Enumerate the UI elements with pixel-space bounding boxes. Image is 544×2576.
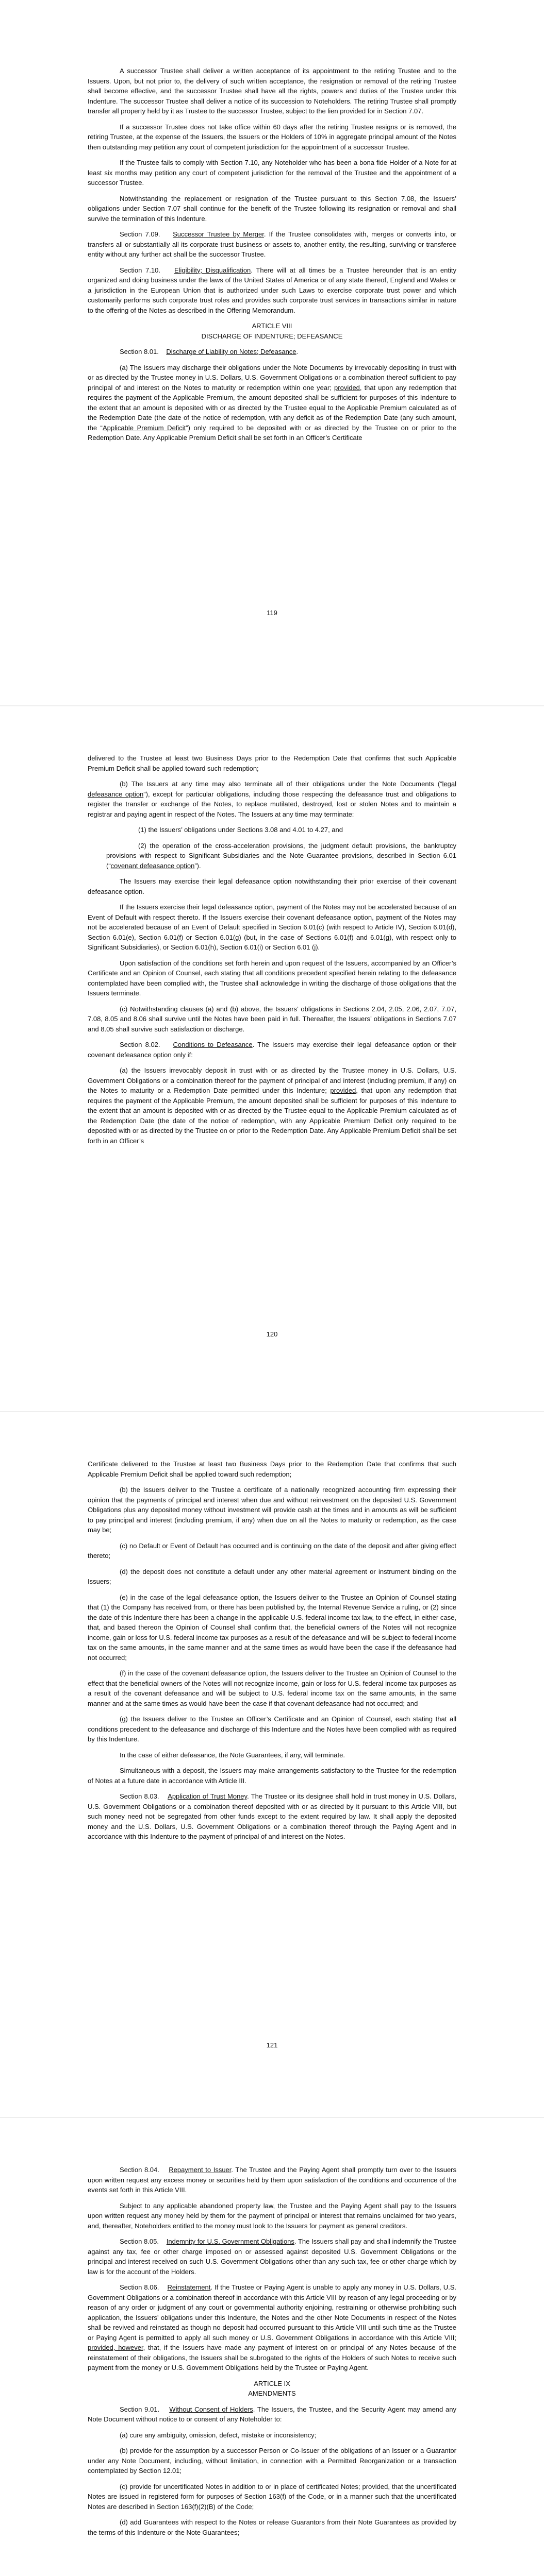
clause-text: , that upon any redemption that requires the payment of the Applicable Premium, the amount deposited shall be sufficient for purposes of this Indenture to the extent that an amount is deposited with or as directed by the Trustee equal to the Applicable Premium calculated as of the Redemption Date (the date of the notice of redemption, with any Applicable Premium Deficit only required to be deposited with or as directed by the Trustee on or prior to the Redemption Date. Any Applicable Premium Deficit shall be set forth in an Officer’s	[88, 1087, 456, 1145]
list-item: (1) the Issuers’ obligations under Sections 3.08 and 4.01 to 4.27, and	[138, 826, 343, 834]
paragraph: Subject to any applicable abandoned property law, the Trustee and the Paying Agent shall pay to the Issuers upon written request any money held by them for the payment of principal or interest that remains unclaimed for two years, and, thereafter, Noteholders entitled to the money must look to the Issuers for payment as general creditors.	[88, 2201, 456, 2230]
section-title: Repayment to Issuer	[169, 2166, 232, 2174]
defined-term: legal defeasance option	[88, 780, 456, 798]
provided-term: provided	[334, 383, 360, 392]
section-8-04	[88, 2165, 456, 2195]
paragraph: A successor Trustee shall deliver a written acceptance of its appointment to the retiring Trustee and to the Issuers. Upon, but not prior to, the delivery of such written acceptance, the resignation or removal of the retiring Trustee shall become effective, and the successor Trustee shall have all the rights, powers and duties of the Trustee under this Indenture. The successor Trustee shall deliver a notice of its succession to Noteholders. The retiring Trustee shall promptly transfer all property held by it as Trustee to the successor Trustee, subject to the lien provided for in Section 7.07.	[88, 67, 456, 115]
paragraph: Simultaneous with a deposit, the Issuers may make arrangements satisfactory to the Trustee for the redemption of Notes at a future date in accordance with Article III.	[88, 1767, 456, 1785]
section-8-03	[88, 1791, 456, 1842]
page-120	[0, 706, 544, 1412]
section-7-10	[88, 265, 456, 316]
paragraph: If the Issuers exercise their legal defeasance option, payment of the Notes may not be accelerated because of an Event of Default with respect thereto. If the Issuers exercise their covenant defeasance option, payment of the Notes may not be accelerated because of an Event of Default specified in Section 6.01(c) (with respect to Article IV), Section 6.01(d), Section 6.01(e), Section 6.01(f) or Section 6.01(g) (but, in the case of Sections 6.01(f) and 6.01(g), with respect only to Significant Subsidiaries), or Section 6.01(h), Section 6.01(i) or Section 6.01 (j).	[88, 903, 456, 951]
clause-text: (a) The Issuers may discharge their obligations under the Note Documents by irrevocably depositing in trust with or as directed by the Trustee money in U.S. Dollars, U.S. Government Obligations or a combination thereof sufficient to pay principal of and interest on the Notes to maturity or redemption within one year;	[88, 363, 456, 392]
section-number: Section 8.06.	[120, 2283, 159, 2291]
section-title: Without Consent of Holders	[169, 2405, 253, 2413]
section-title: Conditions to Defeasance	[173, 1041, 253, 1048]
clause-b	[88, 779, 456, 819]
section-number: Section 7.09.	[120, 230, 160, 238]
page-number: 120	[266, 1330, 278, 1338]
section-8-01: Section 8.01. Discharge of Liability on Notes; Defeasance.	[120, 348, 299, 355]
clause-e: (e) in the case of the legal defeasance option, the Issuers deliver to the Trustee an Opinion of Counsel stating that (1) the Company has received from, or there has been published by, the Internal Revenue Service a ruling, or (2) since the date of this Indenture there has been a change in the applicable U.S. federal income tax law, to the effect, in either case, that, and based thereon the Opinion of Counsel shall confirm that, the beneficial owners of the Notes will not recognize income, gain or loss for U.S. federal income tax purposes as a result of the defeasance and will be subject to federal income tax on the same amounts, in the same manner and at the same times as would have been the case if the defeasance had not occurred;	[88, 1593, 456, 1662]
section-body: . The Trustee or its designee shall hold in trust money in U.S. Dollars, U.S. Government Obligations or a combination thereof deposited with or as directed by it pursuant to this Article VIII, but such money need not be segregated from other funds except to the extent required by law. It shall apply the deposited money and the U.S. Dollars, U.S. Government Obligations or a combination thereof through the Paying Agent and in accordance with this Indenture to the payment of principal of and interest on the Notes.	[88, 1792, 456, 1840]
paragraph: Upon satisfaction of the conditions set forth herein and upon request of the Issuers, accompanied by an Officer’s Certificate and an Opinion of Counsel, each stating that all conditions precedent specified herein relating to the defeasance contemplated have been complied with, the Trustee shall acknowledge in writing the discharge of those obligations that the Issuers terminate.	[88, 959, 456, 997]
section-8-06	[88, 2282, 456, 2373]
section-title: Application of Trust Money	[168, 1792, 248, 1800]
section-body: . The Issuers may exercise their legal defeasance option or their covenant defeasance option only if:	[88, 1041, 456, 1059]
section-number: Section 8.04.	[120, 2166, 159, 2174]
defined-term: Applicable Premium Deficit	[103, 423, 186, 432]
clause-c: (c) provide for uncertificated Notes in addition to or in place of certificated Notes; provided, that the uncertificated Notes are issued in registered form for purposes of Section 163(f) of the Code, or in a manner such that the uncertificated Notes are described in Section 163(f)(2)(B) of the Code;	[88, 2482, 456, 2511]
clause-c: (c) no Default or Event of Default has occurred and is continuing on the date of the deposit and after giving effect thereto;	[88, 1541, 456, 1560]
clause-d: (d) the deposit does not constitute a default under any other material agreement or instrument binding on the Issuers;	[88, 1567, 456, 1585]
section-8-05	[88, 2236, 456, 2277]
paragraph: Certificate delivered to the Trustee at least two Business Days prior to the Redemption Date that confirms that such Applicable Premium Deficit shall be applied toward such redemption;	[88, 1460, 456, 1478]
section-7-09	[88, 229, 456, 260]
clause-d: (d) add Guarantees with respect to the Notes or release Guarantors from their Note Guarantees as provided by the terms of this Indenture or the Note Guarantees;	[88, 2518, 456, 2536]
section-title: Indemnity for U.S. Government Obligations	[166, 2238, 294, 2245]
section-body: , that, if the Issuers have made any payment of interest on or principal of any Notes because of the reinstatement of their obligations, the Issuers shall be subrogated to the rights of the Holders of such Notes to receive such payment from the money or U.S. Government Obligations held by the Trustee or Paying Agent.	[88, 2344, 456, 2371]
clause-text: ”), except for particular obligations, including those respecting the defeasance trust and obligations to register the transfer or exchange of the Notes, to replace mutilated, destroyed, lost or stolen Notes and to maintain a registrar and paying agent in respect of the Notes. The Issuers at any time may terminate:	[88, 790, 456, 818]
section-8-02	[88, 1040, 456, 1060]
clause-c: (c) Notwithstanding clauses (a) and (b) above, the Issuers’ obligations in Sections 2.04, 2.05, 2.06, 2.07, 7.07, 7.08, 8.05 and 8.06 shall survive until the Notes have been paid in full. Thereafter, the Issuers’ obligations in Sections 7.07 and 8.05 shall survive such satisfaction or discharge.	[88, 1005, 456, 1033]
section-9-01	[88, 2404, 456, 2425]
section-body: . The Issuers shall pay and shall indemnify the Trustee against any tax, fee or other charge imposed on or assessed against deposited U.S. Government Obligations or the principal and interest received on such U.S. Government Obligations other than any such tax, fee or other charge which by law is for the account of the Holders.	[88, 2238, 456, 2276]
page-number: 121	[266, 2041, 278, 2049]
paragraph: delivered to the Trustee at least two Business Days prior to the Redemption Date that confirms that such Applicable Premium Deficit shall be applied toward such redemption;	[88, 754, 456, 772]
section-title: Successor Trustee by Merger	[173, 230, 264, 238]
clause-text: , that upon any redemption that requires the payment of the Applicable Premium, the amount deposited shall be sufficient for purposes of this Indenture to the extent that an amount is deposited with or as directed by the Trustee equal to the Applicable Premium calculated as of the Redemption Date (the date of the notice of redemption, with any deficit as of the Redemption Date (any such amount, the “	[88, 383, 456, 432]
defined-term: covenant defeasance option	[110, 861, 195, 870]
section-body: . There will at all times be a Trustee hereunder that is an entity organized and doing business under the laws of the United States of America or of any state thereof, England and Wales or a jurisdiction in the European Union that is authorized under such Laws to exercise corporate trust power and which customarily performs such corporate trust roles and provides such corporate trust services in transactions similar in nature to the offering of the Notes as described in the Offering Memorandum.	[88, 266, 457, 314]
clause-a: (a) cure any ambiguity, omission, defect, mistake or inconsistency;	[120, 2431, 317, 2439]
section-number: Section 8.03.	[120, 1792, 159, 1800]
paragraph: If a successor Trustee does not take office within 60 days after the retiring Trustee resigns or is removed, the retiring Trustee, at the expense of the Issuers, the Issuers or the Holders of 10% in aggregate principal amount of the Notes then outstanding may petition any court of competent jurisdiction for the appointment of a successor Trustee.	[88, 123, 456, 151]
article-title: DISCHARGE OF INDENTURE; DEFEASANCE	[201, 332, 343, 340]
article-title: AMENDMENTS	[248, 2389, 296, 2397]
article-heading: ARTICLE VIII	[252, 322, 292, 330]
clause-text: (b) The Issuers at any time may also terminate all of their obligations under the Note Documents (“	[120, 780, 442, 788]
section-number: Section 8.01.	[120, 348, 159, 355]
clause-text: (a) the Issuers irrevocably deposit in trust with or as directed by the Trustee money in U.S. Dollars, U.S. Government Obligations or a combination thereof for the payment of principal of and interest (including premium, if any) on the Notes to maturity or a Redemption Date permitted under this Indenture;	[88, 1066, 456, 1094]
page-number: 119	[267, 609, 277, 617]
item-text: (2) the operation of the cross-acceleration provisions, the judgment default provisions, the bankruptcy provisions with respect to Significant Subsidiaries and the Note Guarantee provisions, described in Section 6.01 (“	[106, 841, 456, 870]
section-title: Discharge of Liability on Notes; Defeasance	[166, 348, 296, 355]
section-number: Section 8.02.	[120, 1041, 160, 1048]
provided-term: provided	[330, 1087, 356, 1094]
article-heading: ARTICLE IX	[254, 2379, 290, 2387]
section-title: Reinstatement	[167, 2283, 211, 2291]
paragraph: If the Trustee fails to comply with Section 7.10, any Noteholder who has been a bona fide Holder of a Note for at least six months may petition any court of competent jurisdiction for the removal of the Trustee and the appointment of a successor Trustee.	[88, 159, 456, 187]
section-body: . If the Trustee or Paying Agent is unable to apply any money in U.S. Dollars, U.S. Government Obligations or a combination thereof in accordance with this Article VIII by reason of any legal proceeding or by reason of any order or judgment of any court or governmental authority enjoining, restraining or otherwise prohibiting such application, the Issuers’ obligations under this Indenture, the Notes and the other Note Documents in respect of the Notes shall be revived and reinstated as though no deposit had occurred pursuant to this Article VIII until such time as the Trustee or Paying Agent is permitted to apply all such money or U.S. Government Obligations in accordance with this Article VIII;	[88, 2283, 456, 2342]
clause-a	[88, 363, 456, 443]
provided-term: provided, however	[88, 2344, 143, 2351]
item-text: ”).	[194, 861, 201, 870]
section-number: Section 9.01.	[120, 2405, 160, 2413]
clause-b: (b) the Issuers deliver to the Trustee a certificate of a nationally recognized accounting firm expressing their opinion that the payments of principal and interest when due and without reinvestment on the deposited U.S. Government Obligations plus any deposited money without investment will provide cash at the times and in amounts as will be sufficient to pay principal and interest (including premium, if any) when due on all the Notes to maturity or redemption, as the case may be;	[88, 1486, 456, 1534]
section-body: . The Issuers, the Trustee, and the Security Agent may amend any Note Document without notice to or consent of any Noteholder to:	[88, 2405, 457, 2423]
section-body: . If the Trustee consolidates with, merges or converts into, or transfers all or substantially all its corporate trust business or assets to, another entity, the resulting, surviving or transferee entity without any further act shall be the successor Trustee.	[88, 230, 457, 258]
page-122	[0, 2117, 544, 2576]
page-121	[0, 1412, 544, 2117]
section-number: Section 7.10.	[120, 266, 161, 274]
clause-g: (g) the Issuers deliver to the Trustee an Officer’s Certificate and an Opinion of Counsel, each stating that all conditions precedent to the defeasance and discharge of this Indenture and the Notes have been complied with as required by this Indenture.	[88, 1715, 456, 1743]
clause-f: (f) in the case of the covenant defeasance option, the Issuers deliver to the Trustee an Opinion of Counsel to the effect that the beneficial owners of the Notes will not recognize income, gain or loss for U.S. federal income tax purposes as a result of the covenant defeasance and will be subject to U.S. federal income tax on the same amounts, in the same manner and at the same times as would have been the case if that covenant defeasance had not occurred; and	[88, 1669, 456, 1707]
clause-a	[88, 1065, 456, 1146]
paragraph: In the case of either defeasance, the Note Guarantees, if any, will terminate.	[120, 1751, 345, 1759]
section-title: Eligibility; Disqualification	[174, 266, 251, 274]
section-body: . The Trustee and the Paying Agent shall promptly turn over to the Issuers upon written request any excess money or securities held by them upon satisfaction of the conditions and occurrence of the events set forth in this Article VIII.	[88, 2166, 457, 2194]
page-119	[0, 0, 544, 706]
section-number: Section 8.05.	[120, 2238, 159, 2245]
clause-text: ”) only required to be deposited with or as directed by the Trustee on or prior to the Redemption Date. Any Applicable Premium Deficit shall be set forth in an Officer’s Certificate	[88, 423, 456, 442]
list-item	[88, 841, 456, 871]
clause-b: (b) provide for the assumption by a successor Person or Co-Issuer of the obligations of an Issuer or a Guarantor under any Note Document, including, without limitation, in connection with a Permitted Reorganization or a transaction contemplated by Section 12.01;	[88, 2447, 456, 2475]
paragraph: Notwithstanding the replacement or resignation of the Trustee pursuant to this Section 7.08, the Issuers’ obligations under Section 7.07 shall continue for the benefit of the Trustee following its resignation or removal and shall survive the termination of this Indenture.	[88, 194, 456, 223]
paragraph: The Issuers may exercise their legal defeasance option notwithstanding their prior exercise of their covenant defeasance option.	[88, 877, 456, 895]
